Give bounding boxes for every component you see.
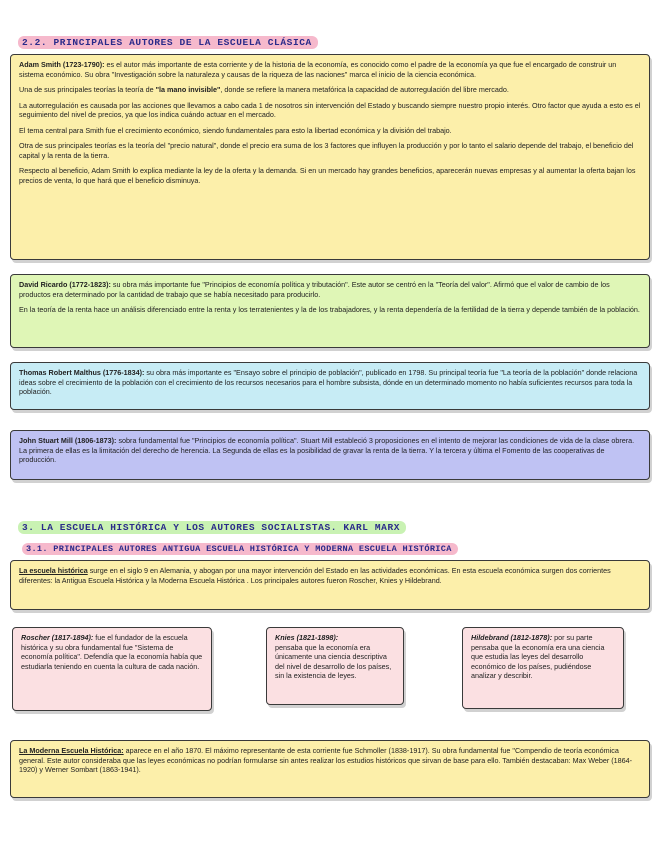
hildebrand-intro bbox=[471, 633, 615, 681]
historica-p1: surge en el siglo 9 en Alemania, y abogan por una mayor intervención del Estado en las actividades económicas. En esta escuela económica surgen dos corrientes diferentes: la Antigua Escuela Histórica y la Moderna Escuela Histórica . Los principales autores fueron Roscher, Knies y Hildebrand. bbox=[19, 566, 611, 585]
smith-name: Adam Smith (1723-1790): bbox=[19, 60, 105, 69]
hildebrand-card bbox=[462, 627, 624, 709]
escuela-historica-card bbox=[10, 560, 650, 610]
smith-p2a: Una de sus principales teorías la teoría de bbox=[19, 85, 156, 94]
malthus-card bbox=[10, 362, 650, 410]
ricardo-name: David Ricardo (1772-1823): bbox=[19, 280, 111, 289]
mill-intro bbox=[19, 436, 641, 465]
smith-invisible-hand bbox=[19, 85, 641, 95]
hildebrand-p1: por su parte pensaba que la economía era una ciencia que estudia las leyes del desarrollo económico de los países, pudiéndose analizar y describir. bbox=[471, 633, 605, 680]
knies-p1: pensaba que la economía era únicamente una ciencia descriptiva del nivel de desarrollo de los países, sin la existencia de leyes. bbox=[275, 642, 392, 680]
adam-smith-card bbox=[10, 54, 650, 260]
mill-p1: sobra fundamental fue "Principios de economía política". Stuart Mill estableció 3 proposiciones en el intento de mejorar las condiciones de vida de la clase obrera. La primera de ellas es la limitación del derecho de herencia. La Segunda de ellas es la posibilidad de gravar la renta de la tierra. Y la tercera y última el Fomento de las cooperativas de producción. bbox=[19, 436, 635, 464]
smith-p5: Otra de sus principales teorías es la teoría del "precio natural", donde el precio era suma de los 3 factores que influyen la producción y por lo tanto el salario depende del trabajo, el beneficio del capital y la renta de la tierra. bbox=[19, 141, 634, 160]
moderna-name: La Moderna Escuela Histórica: bbox=[19, 746, 124, 755]
smith-p3: La autorregulación es causada por las acciones que llevamos a cabo cada 1 de nosotros sin intervención del Estado y buscando siempre nuestro propio interés. Otro factor que ayuda a esto es el seguimiento del nivel de precios, ya que los indica cuándo actuar en el mercado. bbox=[19, 100, 641, 119]
smith-intro bbox=[19, 60, 641, 79]
ricardo-p1: su obra más importante fue "Principios de economía política y tributación". Este autor se centró en la "Teoría del valor". Afirmó que el valor de cambio de los productos era determinado por la cantidad de trabajo que se había necesitado para producirlo. bbox=[19, 280, 610, 299]
smith-p1: es el autor más importante de esta corriente y de la historia de la economía, es conocido como el padre de la economía ya que fue el encargado de construir un sistema económico. Su obra "Investigación sobre la naturaleza y causas de la riqueza de las naciones" marca el inicio de la ciencia económica. bbox=[19, 60, 617, 79]
roscher-card bbox=[12, 627, 212, 711]
ricardo-p2: En la teoría de la renta hace un análisis diferenciado entre la renta y los terratenientes y la de los trabajadores, y la renta dependería de la fertilidad de la tierra y depende también de la población. bbox=[19, 305, 640, 314]
smith-p2b: "la mano invisible" bbox=[155, 85, 221, 94]
moderna-p1: aparece en el año 1870. El máximo representante de esta corriente fue Schmoller (1838-1917). Su obra fundamental fue "Compendio de teoría económica general. Este autor consideraba que las leyes económicas no podrían formularse sin antes realizar los estudios históricos que sirvan de base para ello. También destacaban: Max Weber (1864-1920) y Werner Sombart (1863-1941). bbox=[19, 746, 633, 774]
moderna-escuela-card bbox=[10, 740, 650, 798]
moderna-intro bbox=[19, 746, 641, 775]
roscher-name: Roscher (1817-1894): bbox=[21, 633, 94, 642]
ricardo-intro bbox=[19, 280, 641, 299]
malthus-intro bbox=[19, 368, 641, 397]
historica-intro bbox=[19, 566, 641, 585]
roscher-intro bbox=[21, 633, 203, 671]
section-heading-3: 3. LA ESCUELA HISTÓRICA Y LOS AUTORES SOCIALISTAS. KARL MARX bbox=[18, 521, 406, 534]
smith-p2c: , donde se refiere la manera metafórica la capacidad de autorregulación del libre mercado. bbox=[220, 85, 509, 94]
knies-name: Knies (1821-1898): bbox=[275, 633, 339, 642]
david-ricardo-card bbox=[10, 274, 650, 348]
smith-p4: El tema central para Smith fue el crecimiento económico, siendo fundamentales para esto la libertad económica y la división del trabajo. bbox=[19, 125, 452, 135]
historica-name: La escuela histórica bbox=[19, 566, 88, 575]
smith-p6: Respecto al beneficio, Adam Smith lo explica mediante la ley de la oferta y la demanda. Si en un mercado hay grandes beneficios, aparecerán nuevas empresas y al aumentar la oferta bajan los precios de venta, lo que hará que el beneficio disminuya. bbox=[19, 166, 636, 185]
mill-name: John Stuart Mill (1806-1873): bbox=[19, 436, 117, 445]
malthus-p1: su obra más importante es "Ensayo sobre el principio de población", publicado en 1798. Su principal teoría fue "La teoría de la población" donde relaciona ideas sobre el crecimiento de la población con el crecimiento de los recursos necesarios para el hombre subsista, dónde en un determinado momento no había suficientes recursos para toda la población. bbox=[19, 368, 638, 396]
hildebrand-name: Hildebrand (1812-1878): bbox=[471, 633, 553, 642]
john-stuart-mill-card bbox=[10, 430, 650, 480]
section-heading-2-2: 2.2. PRINCIPALES AUTORES DE LA ESCUELA CLÁSICA bbox=[18, 36, 318, 49]
section-heading-3-1: 3.1. PRINCIPALES AUTORES ANTIGUA ESCUELA HISTÓRICA Y MODERNA ESCUELA HISTÓRICA bbox=[22, 543, 458, 555]
malthus-name: Thomas Robert Malthus (1776-1834): bbox=[19, 368, 145, 377]
knies-intro bbox=[275, 633, 395, 681]
knies-card bbox=[266, 627, 404, 705]
roscher-p1: fue el fundador de la escuela histórica y su obra fundamental fue "Sistema de economía política". Defendía que la economía había que estudiarla teniendo en cuenta la cultura de cada nación. bbox=[21, 633, 203, 671]
